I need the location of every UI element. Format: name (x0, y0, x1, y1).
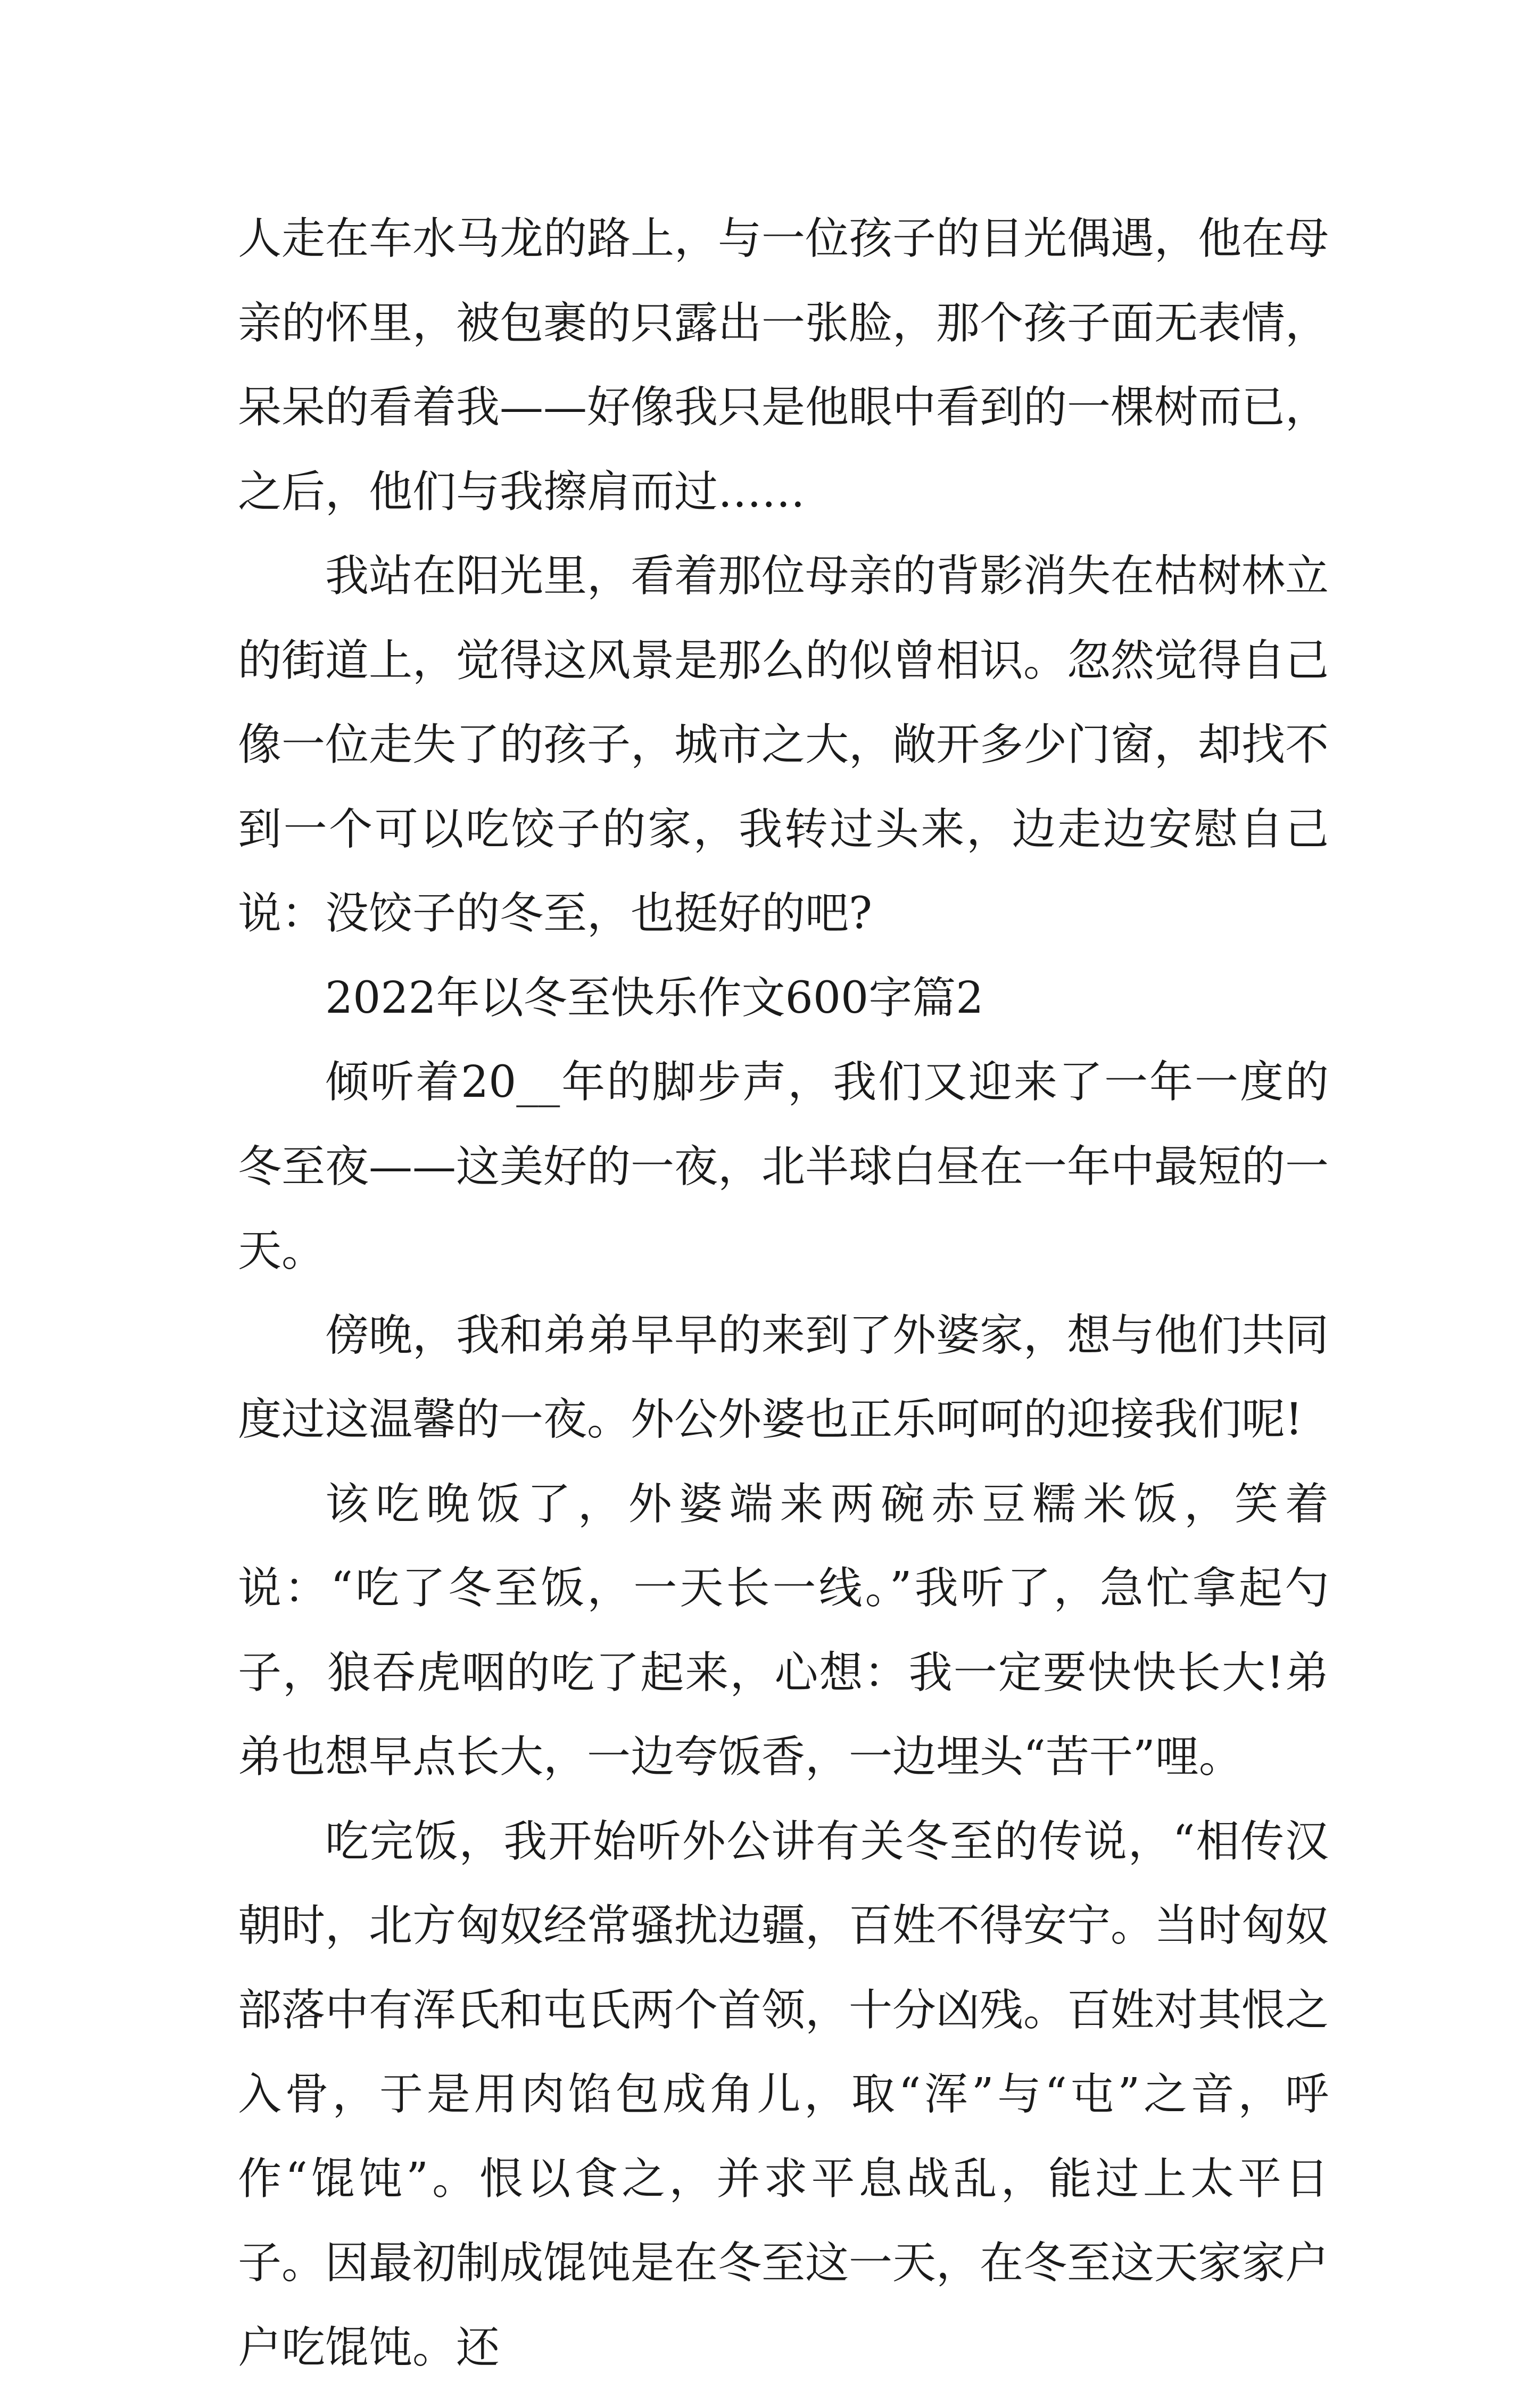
paragraph: 倾听着20__年的脚步声，我们又迎来了一年一度的冬至夜——这美好的一夜，北半球白昼在一年中最短的一天。 (238, 1040, 1329, 1294)
paragraph: 吃完饭，我开始听外公讲有关冬至的传说，“相传汉朝时，北方匈奴经常骚扰边疆，百姓不得安宁。当时匈奴部落中有浑氏和屯氏两个首领，十分凶残。百姓对其恨之入骨，于是用肉馅包成角儿，取“浑”与“屯”之音，呼作“馄饨”。恨以食之，并求平息战乱，能过上太平日子。因最初制成馄饨是在冬至这一天，在冬至这天家家户户吃馄饨。还 (238, 1800, 1329, 2390)
paragraph: 该吃晚饭了，外婆端来两碗赤豆糯米饭，笑着说：“吃了冬至饭，一天长一线。”我听了，急忙拿起勺子，狼吞虎咽的吃了起来，心想：我一定要快快长大!弟弟也想早点长大，一边夸饭香，一边埋头“苦干”哩。 (238, 1462, 1329, 1800)
document-body (238, 197, 1329, 2390)
paragraph: 傍晚，我和弟弟早早的来到了外婆家，想与他们共同度过这温馨的一夜。外公外婆也正乐呵呵的迎接我们呢! (238, 1294, 1329, 1462)
paragraph-continuation: 人走在车水马龙的路上，与一位孩子的目光偶遇，他在母亲的怀里，被包裹的只露出一张脸，那个孩子面无表情，呆呆的看着我——好像我只是他眼中看到的一棵树而已，之后，他们与我擦肩而过…… (238, 197, 1329, 534)
essay-heading: 2022年以冬至快乐作文600字篇2 (238, 956, 1329, 1041)
paragraph: 我站在阳光里，看着那位母亲的背影消失在枯树林立的街道上，觉得这风景是那么的似曾相识。忽然觉得自己像一位走失了的孩子，城市之大，敞开多少门窗，却找不到一个可以吃饺子的家，我转过头来，边走边安慰自己说：没饺子的冬至，也挺好的吧? (238, 534, 1329, 956)
